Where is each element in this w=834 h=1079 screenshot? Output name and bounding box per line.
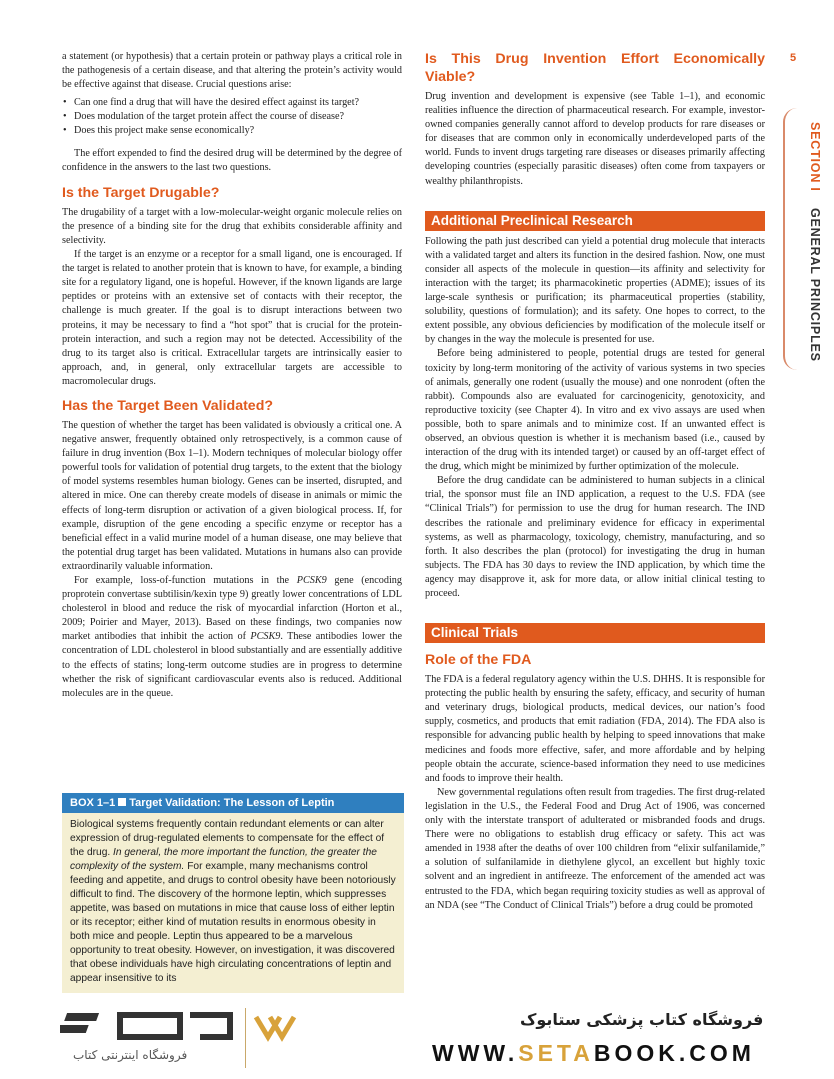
viable-paragraph: Drug invention and development is expensive (see Table 1–1), and economic realities influence the direction of pharmaceutical research. For example, investor-owned companies generally cannot afford to develop products for rare diseases or for diseases that are common only in economically underdeveloped parts of the world. Funds to invent drugs targeting rare diseases or diseases primarily affecting developing countries (especially parasitic diseases) often come from taxpayers or wealthy philanthropists. <box>425 91 765 187</box>
box-body: Biological systems frequently contain redundant elements or can alter expression of drug-regulated elements to compensate for the effect of the drug. In general, the more important the function, the greater the complexity of the system. For example, many mechanisms control feeding and appetite, and drugs to control obesity have been notoriously difficult to find. The discovery of the hormone leptin, which suppresses appetite, was based on mutations in mice that cause loss of either leptin or its receptor; either kind of mutation results in enormous obesity in both mice and people. Leptin thus appeared to be a marvelous opportunity to treat obesity. However, on investigation, it was discovered that obese individuals have high circulating concentrations of leptin and appear insensitive to its <box>62 813 404 993</box>
validated-paragraph-1: The question of whether the target has been validated is obviously a critical one. A negative answer, frequently obtained only retrospectively, is a common cause of failure in drug invention (Box 1–1). Modern techniques of molecular biology offer powerful tools for validation of potential drug targets, to the extent that the biology of model systems resembles human biology. Genes can be inserted, disrupted, and altered in mice. One can thereby create models of disease in animals or mimic the effects of long-term disruption or activation of a given biological process. If, for example, disruption of the gene encoding a specific enzyme or receptor has a beneficial effect in a valid murine model of a human disease, one may believe that the potential drug target has been validated. Mutations in humans also can provide extraordinarily valuable information. <box>62 419 402 572</box>
drugable-paragraph-2: If the target is an enzyme or a receptor for a small ligand, one is encouraged. If the target is related to another protein that is known to have, for example, a binding site for a regulatory ligand, one is hopeful. However, if the known ligands are large peptides or proteins with an extensive set of contacts with their receptor, the challenge is much greater. If the goal is to disrupt interactions between two proteins, it may be necessary to find a “hot spot” that is crucial for the protein-protein interaction, and such a region may not be detected. Accessibility of the drug to its target also is critical. Extracellular targets are intrinsically easier to approach, and, in general, only extracellular targets are accessible to macromolecular drugs. <box>62 249 402 387</box>
list-item: • Does modulation of the target protein affect the course of disease? <box>62 110 402 124</box>
drugable-paragraph-1: The drugability of a target with a low-molecular-weight organic molecule relies on the presence of a binding site for the drug that exhibits considerable affinity and selectivity. <box>62 206 402 246</box>
heading-economically-viable: Is This Drug Invention Effort Economically Viable? <box>425 51 765 85</box>
left-column <box>62 50 402 701</box>
section-number: SECTION I <box>808 122 822 192</box>
logo-subtitle: فروشگاه اینترنتی کتاب <box>73 1048 188 1062</box>
box-label: BOX 1–1 <box>70 797 116 809</box>
effort-paragraph: The effort expended to find the desired drug will be determined by the degree of confidence in the answers to the last two questions. <box>62 147 402 173</box>
preclinical-paragraph-1: Following the path just described can yield a potential drug molecule that interacts with a validated target and alters its function in the desired fashion. Now, one must consider all aspects of the molecule in question—its affinity and selectivity for interaction with the target; its pharmacokinetic properties (ADME); issues of its large-scale synthesis or purification; its pharmaceutical properties (stability, solubility, questions of formulation); and its safety. One hopes to correct, to the extent possible, any obvious deficiencies by modification of the molecule itself or by changes in the way the molecule is presented for use. <box>425 235 765 346</box>
crucial-questions-list <box>62 96 402 138</box>
heading-role-of-fda: Role of the FDA <box>425 652 532 669</box>
list-item: • Does this project make sense economically? <box>62 124 402 138</box>
heading-clinical-trials: Clinical Trials <box>425 623 765 643</box>
preclinical-paragraph-3: Before the drug candidate can be administered to human subjects in a clinical trial, the sponsor must file an IND application, a request to the U.S. FDA (see “Clinical Trials”) for permission to use the drug for human research. The IND describes the rationale and preliminary evidence for efficacy in experimental systems, as well as pharmacology, toxicology, chemistry, manufacturing, and so forth. It also describes the plan (protocol) for investigating the drug in human subjects. The FDA has 30 days to review the IND application, by which time the agency may disapprove it, ask for more data, or allow initial clinical testing to proceed. <box>425 475 765 599</box>
page-number: 5 <box>790 52 797 64</box>
validated-paragraph-2: For example, loss-of-function mutations in the PCSK9 gene (encoding proprotein convertase subtilisin/kexin type 9) greatly lower concentrations of LDL cholesterol in blood and reduce the risk of myocardial infarction (Horton et al., 2009; Poirier and Mayer, 2013). Based on these findings, two companies now market antibodies that inhibit the action of PCSK9. These antibodies lower the concentration of LDL cholesterol in blood substantially and are essentially additive to the effects of statins; long-term outcome studies are in progress to determine whether the risk of significant cardiovascular events also is reduced. Additional molecules are in the queue. <box>62 575 402 699</box>
heading-additional-preclinical: Additional Preclinical Research <box>425 211 765 231</box>
section-title: GENERAL PRINCIPLES <box>808 208 822 362</box>
section-tab-label <box>808 122 822 362</box>
box-1-1 <box>62 793 404 993</box>
fda-paragraph-2: New governmental regulations often result from tragedies. The first drug-related legislation in the U.S., the Federal Food and Drug Act of 1906, was concerned only with the interstate transport of adulterated or misbranded foods and drugs. There were no obligations to establish drug efficacy or safety. This act was amended in 1938 after the deaths of over 100 children from “elixir sulfanilamide,” a solution of sulfanilamide in diethylene glycol, an excellent but highly toxic solvent and an ingredient in antifreeze. The enforcement of the amended act was entrusted to the FDA, which began requiring toxicity studies as well as approval of an NDA (see “The Conduct of Clinical Trials”) before a drug could be promoted <box>425 786 765 911</box>
intro-paragraph: a statement (or hypothesis) that a certain protein or pathway plays a critical role in the pathogenesis of a certain disease, and that altering the protein’s activity would be effective against that disease. Crucial questions arise: <box>62 51 402 91</box>
square-icon <box>118 798 126 806</box>
divider <box>245 1008 246 1068</box>
box-header <box>62 793 404 813</box>
preclinical-paragraph-2: Before being administered to people, potential drugs are tested for general toxicity by long-term monitoring of the activity of various systems in two species of animals, generally one rodent (usually the mouse) and one nonrodent (often the rabbit). Compounds also are evaluated for carcinogenicity, genotoxicity, and reproductive toxicity (see Chapter 4). In vitro and ex vivo assays are used when possible, both to spare animals and to minimize cost. If an unwanted effect is observed, an obvious question is whether it is mechanism based (i.e., caused by interaction of the drug with its intended target) or caused by an off-target effect of the drug, which might be minimized by further optimization of the molecule. <box>425 348 765 473</box>
setabook-logo <box>60 1005 300 1054</box>
fda-paragraph-1: The FDA is a federal regulatory agency within the U.S. DHHS. It is responsible for protecting the public health by ensuring the safety, efficacy, and security of human and veterinary drugs, biological products, medical devices, our nation’s food supply, cosmetics, and products that emit radiation (FDA, 2014). The FDA also is responsible for advancing public health by helping to speed innovations that make medicines and foods more effective, safer, and more affordable and by helping people obtain the accurate, science-based information they need to use medicines and foods to improve their health. <box>425 674 765 784</box>
heading-validated: Has the Target Been Validated? <box>62 397 274 414</box>
shop-url: WWW.SETABOOK.COM <box>432 1040 755 1066</box>
heading-drugable: Is the Target Drugable? <box>62 184 220 201</box>
shop-name: فروشگاه کتاب پزشکی ستابوک <box>520 1010 764 1029</box>
right-column <box>425 50 765 913</box>
list-item: • Can one find a drug that will have the desired effect against its target? <box>62 96 402 110</box>
box-title: Target Validation: The Lesson of Leptin <box>129 797 335 809</box>
